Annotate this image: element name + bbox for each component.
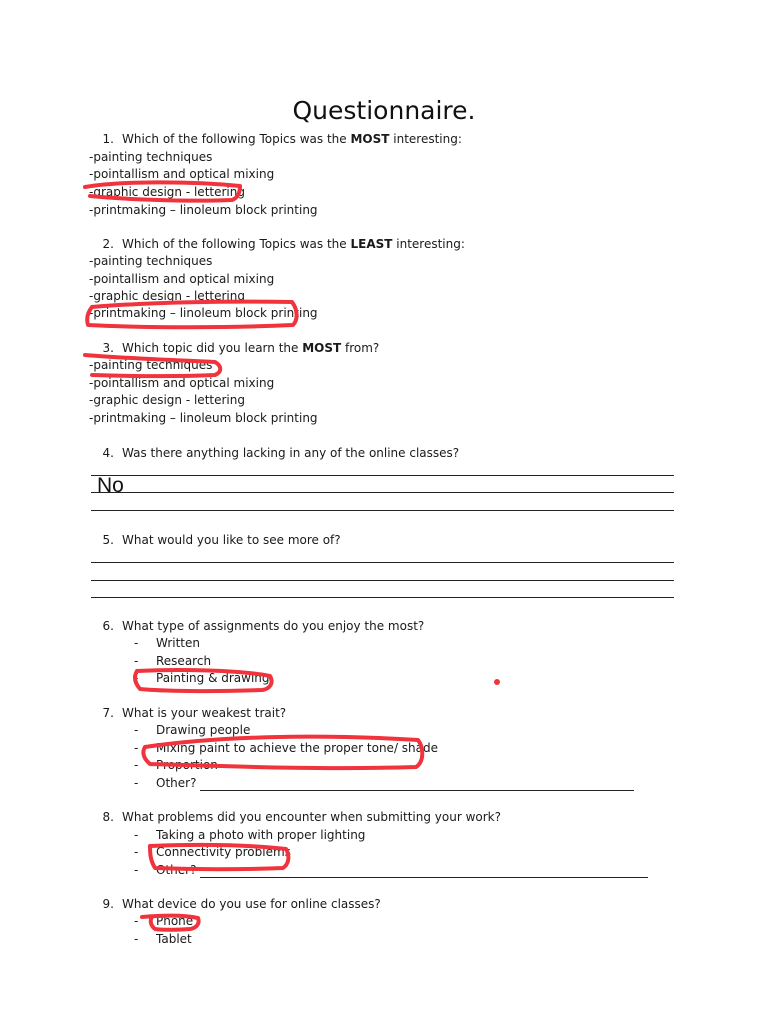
option-q3-painting[interactable]: -painting techniques — [89, 358, 213, 372]
option-q7-proportion[interactable]: - Proportion — [134, 758, 218, 772]
question-3: 3. Which topic did you learn the MOST from? — [102, 341, 380, 355]
option-q7-other[interactable]: - Other? — [134, 775, 634, 791]
option-q7-mixing-paint[interactable]: - Mixing paint to achieve the proper tone/ shade — [134, 741, 439, 755]
option-q8-connectivity[interactable]: - Connectivity problems — [134, 845, 291, 859]
option-q6-research[interactable]: - Research — [134, 654, 212, 668]
selection-mark-q3-painting — [85, 355, 220, 376]
option-q7-drawing-people[interactable]: - Drawing people — [134, 723, 251, 737]
selection-mark-q6-painting-drawing — [135, 670, 272, 691]
question-4: 4. Was there anything lacking in any of the online classes? — [102, 446, 460, 460]
option-q1-painting[interactable]: -painting techniques — [89, 150, 213, 164]
selection-mark-q8-connectivity — [150, 845, 288, 869]
question-1: 1. Which of the following Topics was the MOST interesting: — [102, 132, 462, 146]
question-5: 5. What would you like to see more of? — [102, 533, 341, 547]
selection-mark-q9-phone — [142, 916, 199, 930]
option-q6-written[interactable]: - Written — [134, 636, 200, 650]
option-q3-graphic-design[interactable]: -graphic design - lettering — [89, 393, 245, 407]
page-title: Questionnaire. — [292, 96, 476, 125]
option-q2-pointallism[interactable]: -pointallism and optical mixing — [89, 272, 275, 286]
option-q8-photo-lighting[interactable]: - Taking a photo with proper lighting — [134, 828, 366, 842]
selection-mark-q1-graphic-design — [85, 182, 240, 200]
option-q3-printmaking[interactable]: -printmaking – linoleum block printing — [89, 411, 318, 425]
option-q9-tablet[interactable]: - Tablet — [134, 932, 192, 946]
option-q8-other[interactable]: - Other? — [134, 862, 648, 878]
option-q1-pointallism[interactable]: -pointallism and optical mixing — [89, 167, 275, 181]
option-q2-printmaking[interactable]: -printmaking – linoleum block printing — [89, 306, 318, 320]
question-7: 7. What is your weakest trait? — [102, 706, 287, 720]
option-q6-painting-drawing[interactable]: - Painting & drawing — [134, 671, 270, 685]
option-q1-printmaking[interactable]: -printmaking – linoleum block printing — [89, 203, 318, 217]
option-q9-phone[interactable]: - Phone — [134, 914, 194, 928]
question-8: 8. What problems did you encounter when submitting your work? — [102, 810, 501, 824]
question-9: 9. What device do you use for online classes? — [102, 897, 381, 911]
selection-mark-q7-mixing-paint — [143, 737, 422, 768]
question-2: 2. Which of the following Topics was the LEAST interesting: — [102, 237, 465, 251]
marker-strokes — [85, 182, 425, 929]
option-q2-graphic-design[interactable]: -graphic design - lettering — [89, 289, 245, 303]
question-6: 6. What type of assignments do you enjoy the most? — [102, 619, 425, 633]
handwritten-answer-q4: No — [97, 474, 124, 497]
option-q1-graphic-design[interactable]: -graphic design - lettering — [89, 185, 245, 199]
selection-mark-q2-printmaking — [87, 302, 296, 328]
marker-dot — [494, 679, 500, 685]
option-q2-painting[interactable]: -painting techniques — [89, 254, 213, 268]
option-q3-pointallism[interactable]: -pointallism and optical mixing — [89, 376, 275, 390]
